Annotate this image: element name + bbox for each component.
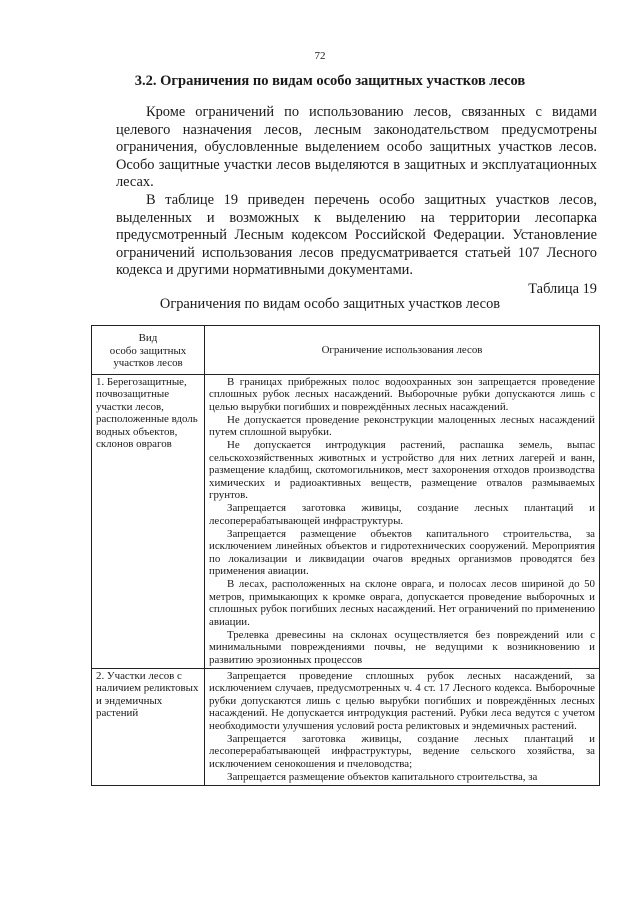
section-title: 3.2. Ограничения по видам особо защитных участков лесов [134,73,526,89]
restriction-paragraph: Трелевка древесины на склонах осуществляется без повреждений или с минимальными повреждениями почвы, не ведущими к возникновению и развитию эрозионных процессов [209,628,595,666]
restriction-paragraph: Не допускается интродукция растений, распашка земель, выпас сельскохозяйственных животных и устройство для них летних лагерей и ванн, размещение кладбищ, скотомогильников, мест захоронения отходов производства химических и радиоактивных веществ, размещение отвалов размываемых грунтов. [209,439,595,501]
restriction-paragraph: В лесах, расположенных на склоне оврага, и полосах лесов шириной до 50 метров, примыкающих к кромке оврага, допускается проведение выборочных и сплошных рубок погибших лесных насаждений. Нет ограничений по применению авиации. [209,578,595,628]
page-number: 72 [314,50,326,62]
body-text [116,104,597,280]
restrictions-table [91,325,600,786]
table-header-row [92,326,600,375]
row-forest-area-type: 2. Участки лесов с наличием реликтовых и эндемичных растений [92,668,205,785]
restriction-paragraph: Не допускается проведение реконструкции малоценных лесных насаждений путем сплошной вырубки. [209,413,595,438]
table-row [92,374,600,668]
header-line: особо защитных [109,344,187,357]
restriction-paragraph: Запрещается заготовка живицы, создание лесных плантаций и лесоперерабатывающей инфраструктуры. [209,502,595,527]
restriction-paragraph: В границах прибрежных полос водоохранных зон запрещается проведение сплошных рубок лесных насаждений. Выборочные рубки допускаются лишь с целью вырубки погибших и повреждённых лесных насаждений. [209,375,595,413]
restriction-paragraph: Запрещается размещение объектов капитального строительства, за исключением линейных объектов и гидротехнических сооружений. Мероприятия по локализации и ликвидации очагов вредных организмов проводятся без применения авиации. [209,527,595,577]
header-forest-area-type [92,326,205,375]
header-line: Вид [138,332,158,344]
restriction-paragraph: Запрещается проведение сплошных рубок лесных насаждений, за исключением случаев, предусмотренных ч. 4 ст. 17 Лесного кодекса. Выборочные рубки допускаются лишь с целью вырубки погибших и повреждённых лесных насаждений. Не допускается интродукция растений. Рубки леса ведутся с учетом необходимости улучшения условий роста реликтовых и эндемичных растений. [209,669,595,732]
table-row [92,668,600,785]
table-caption: Ограничения по видам особо защитных участков лесов [159,296,501,312]
paragraph: Кроме ограничений по использованию лесов, связанных с видами целевого назначения лесов, лесным законодательством предусмотрены ограничения, обусловленные выделением особо защитных участков лесов. Особо защитные участки лесов выделяются в защитных и эксплуатационных лесах. [116,104,597,191]
row-restrictions [205,374,600,668]
header-line: участков лесов [113,357,183,369]
restriction-paragraph: Запрещается размещение объектов капитального строительства, за [227,770,538,783]
row-forest-area-type: 1. Берегозащитные, почвозащитные участки лесов, расположенные вдоль водных объектов, склонов оврагов [92,374,205,668]
row-restrictions [205,668,600,785]
table-label: Таблица 19 [528,281,597,297]
header-restriction: Ограничение использования лесов [205,326,600,375]
paragraph: В таблице 19 приведен перечень особо защитных участков лесов, выделенных и возможных к выделению на территории лесопарка предусмотренный Лесным кодексом Российской Федерации. Установление ограничений использования лесов предусматривается статьей 107 Лесного кодекса и другими нормативными документами. [116,191,597,279]
restriction-paragraph: Запрещается заготовка живицы, создание лесных плантаций и лесоперерабатывающей инфраструктуры, ведение сельского хозяйства, за исключением сенокошения и пчеловодства; [209,732,595,770]
